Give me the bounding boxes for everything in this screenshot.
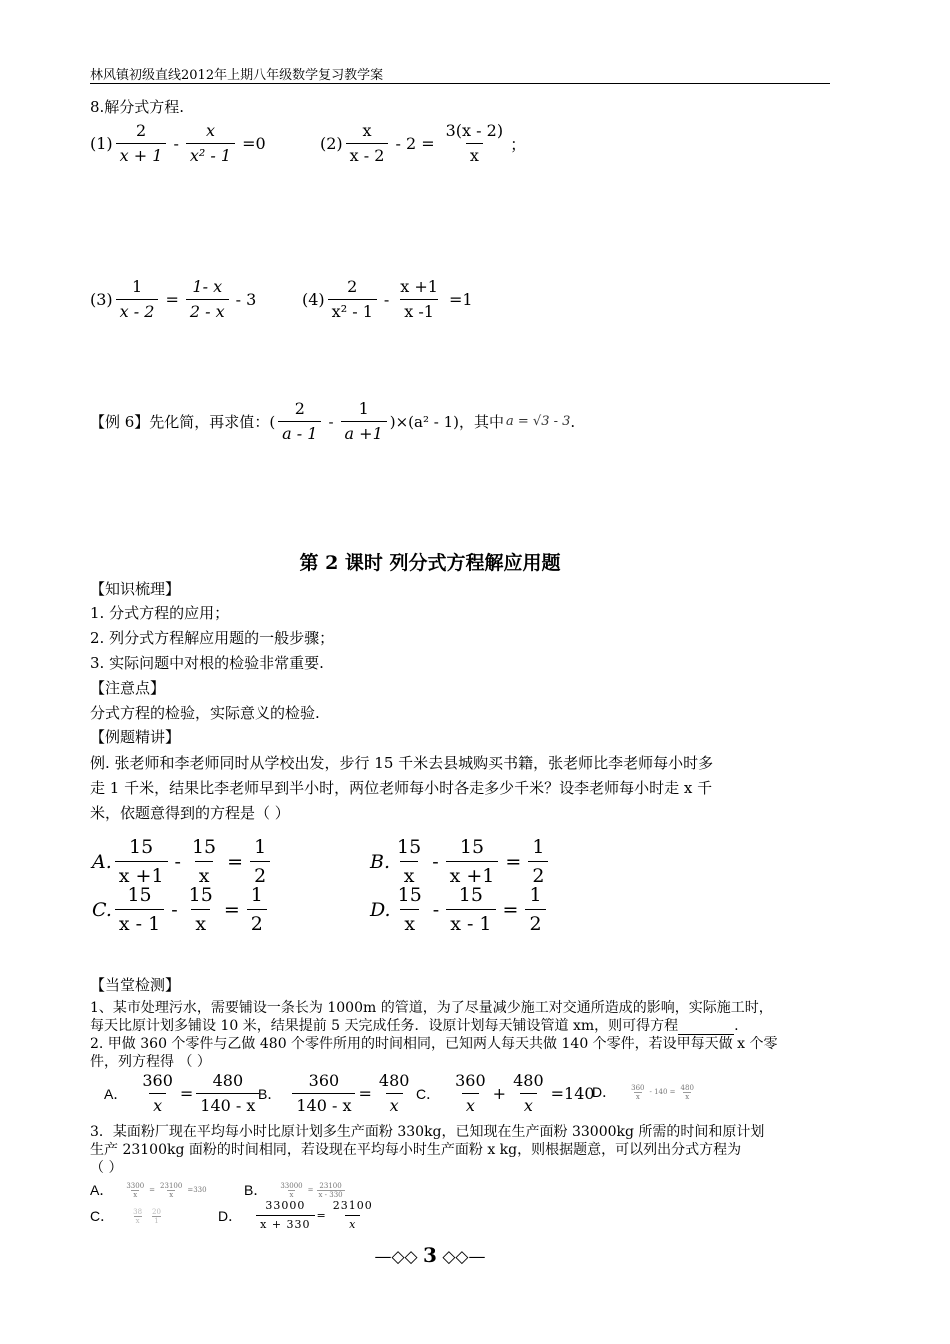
- q8-p4-frac2: $\frac{x +1}{x -1}$: [400, 277, 438, 321]
- q3-option-b: B． $\frac{33000}{x}$ = $\frac{23100}{x - 330}$: [244, 1181, 343, 1199]
- q8-p3-frac2: $\frac{1- x}{2 - x}$: [186, 278, 229, 321]
- lesson-title: 第 2 课时 列分式方程解应用题: [299, 552, 561, 574]
- q3-option-c: C． $\frac{38}{x}$ $\frac{20}{1}$: [90, 1207, 161, 1225]
- q8-p2-frac2: $\frac{3(x - 2)}{x}$: [445, 121, 504, 165]
- check-q1-line2: 每天比原计划多铺设 10 米，结果提前 5 天完成任务．设原计划每天铺设管道 xm，则可得方程 .: [90, 1018, 739, 1034]
- check-q2-line1: 2. 甲做 360 个零件与乙做 480 个零件所用的时间相同，已知两人每天共做 140 个零件，若设甲每天做 x 个零: [90, 1036, 778, 1052]
- q8-part1: (1) $\frac{2}{x + 1}$ - $\frac{x}{\text{x² - 1}}$ =0: [90, 121, 266, 165]
- ex6-frac2: $\frac{1}{a +1}$: [341, 400, 387, 443]
- check-q3-line2: 生产 23100kg 面粉的时间相同，若设现在平均每小时生产面粉 x kg，则根据题意，可以列出分式方程为: [90, 1142, 742, 1158]
- check-q2-line2: 件，列方程得 （ ）: [90, 1054, 211, 1070]
- knowledge-heading: 【知识梳理】: [90, 580, 181, 598]
- q2-option-a: A． $\frac{360}{x}$ = $\frac{480}{140 - x}$: [104, 1072, 262, 1115]
- ex6-condition: a = √3 - 3: [506, 414, 571, 429]
- q2-option-d: D． $\frac{360}{x}$ - 140 = $\frac{480}{x}$: [592, 1083, 694, 1101]
- example-line: 例. 张老师和李老师同时从学校出发，步行 15 千米去县城购买书籍，张老师比李老师每小时多: [90, 754, 714, 772]
- check-heading: 【当堂检测】: [90, 976, 181, 994]
- q8-p3-frac1: $\frac{1}{x - 2}$: [116, 278, 159, 321]
- q8-part4: (4) $\frac{2}{\text{x² - 1}}$ - $\frac{x +1}{x -1}$ =1: [302, 277, 473, 321]
- page-number: 3: [423, 1243, 437, 1267]
- q8-p1-label: (1): [90, 134, 113, 153]
- q2-option-c: C． $\frac{360}{x}$ + $\frac{480}{x}$ =140: [416, 1071, 595, 1115]
- q8-p2-frac1: $\frac{x}{x - 2}$: [346, 122, 389, 165]
- option-d: D. $\frac{15}{x}$ - $\frac{15}{x - 1}$ = $\frac{1}{2}$: [370, 884, 549, 935]
- example-line: 米，依题意得到的方程是（ ）: [90, 804, 290, 822]
- ex6-frac1: $\frac{2}{a - 1}$: [278, 400, 321, 443]
- knowledge-item: 1. 分式方程的应用；: [90, 604, 230, 622]
- q2-option-b: B． $\frac{360}{140 - x}$ = $\frac{480}{x}$: [258, 1071, 410, 1115]
- q8-p4-frac1: $\frac{2}{\text{x² - 1}}$: [328, 278, 377, 321]
- q3-option-d: D． $\frac{33000}{x + 330}$ = $\frac{23100}{x}$: [218, 1199, 373, 1231]
- q8-part3: (3) $\frac{1}{x - 2}$ = $\frac{1- x}{2 - x}$ - 3: [90, 277, 257, 321]
- q8-title: 8.解分式方程.: [90, 98, 185, 116]
- option-b: B. $\frac{15}{x}$ - $\frac{15}{x +1}$ = $\frac{1}{2}$: [370, 836, 551, 887]
- option-c: C. $\frac{15}{x - 1}$ - $\frac{15}{x}$ = $\frac{1}{2}$: [92, 884, 270, 935]
- q3-option-a: A． $\frac{3300}{x}$ = $\frac{23100}{x}$ =330: [90, 1181, 207, 1199]
- knowledge-item: 2. 列分式方程解应用题的一般步骤；: [90, 629, 335, 647]
- q8-part2: (2) $\frac{x}{x - 2}$ - 2 = $\frac{3(x - 2)}{x}$ ；: [320, 121, 527, 165]
- header-rule: [90, 83, 830, 84]
- page-footer: —◇◇ 3 ◇◇—: [374, 1243, 486, 1267]
- example-line: 走 1 千米，结果比李老师早到半小时，两位老师每小时各走多少千米？设李老师每小时走 x 千: [90, 779, 713, 797]
- q8-p1-frac1: $\frac{2}{x + 1}$: [116, 122, 167, 165]
- page-header: 林风镇初级直线2012年上期八年级数学复习教学案: [90, 68, 384, 83]
- attention-heading: 【注意点】: [90, 679, 166, 697]
- q8-p1-frac2: $\frac{x}{\text{x² - 1}}$: [186, 122, 235, 165]
- examples-heading: 【例题精讲】: [90, 728, 181, 746]
- check-q1-line1: 1、某市处理污水，需要铺设一条长为 1000m 的管道，为了尽量减少施工对交通所造成的影响，实际施工时，: [90, 1000, 773, 1016]
- example-6: 【例 6】先化简，再求值：( $\frac{2}{a - 1}$ - $\frac{1}{a +1}$ )×(a² - 1)，其中 a = √3 - 3 .: [90, 399, 576, 443]
- check-q3-line1: 3．某面粉厂现在平均每小时比原计划多生产面粉 330kg，已知现在生产面粉 33000kg 所需的时间和原计划: [90, 1124, 765, 1140]
- option-a: A. $\frac{15}{x +1}$ - $\frac{15}{x}$ = $\frac{1}{2}$: [92, 836, 273, 887]
- check-q3-line3: （ ）: [90, 1160, 123, 1176]
- knowledge-item: 3. 实际问题中对根的检验非常重要.: [90, 654, 324, 672]
- attention-text: 分式方程的检验，实际意义的检验.: [90, 704, 320, 722]
